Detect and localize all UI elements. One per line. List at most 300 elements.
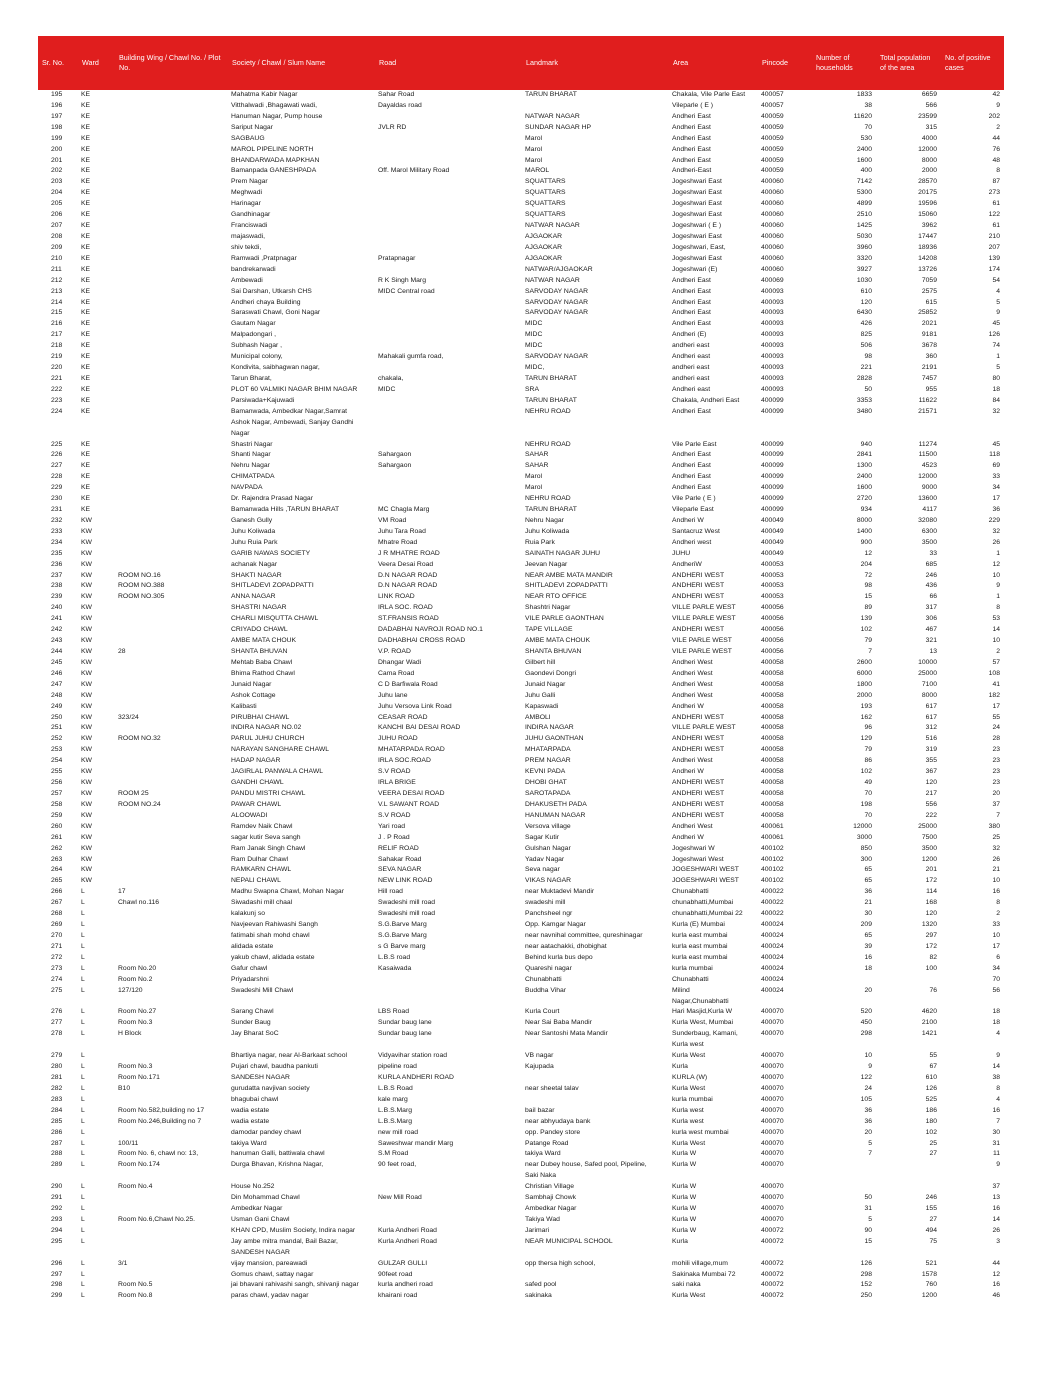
cell-pincode: 400061 [761, 833, 784, 841]
cell-area: Andheri W [672, 702, 704, 710]
cell-positive-cases: 4 [996, 287, 1000, 295]
cell-households: 1600 [856, 156, 872, 164]
cell-building-plot [115, 876, 228, 887]
cell-population: 355 [925, 757, 937, 765]
cell-positive-cases: 13 [992, 1194, 1000, 1202]
table-row [38, 844, 1004, 855]
cell-area: Vileparle ( E ) [672, 101, 714, 109]
cell-positive-cases: 33 [992, 921, 1000, 929]
table-row [38, 1193, 1004, 1204]
cell-ward: KW [81, 844, 92, 852]
cell-road [375, 177, 522, 188]
cell-society-name: HADAP NAGAR [231, 757, 281, 765]
cell-landmark: NEAR AMBE MATA MANDIR [525, 571, 613, 579]
cell-building-plot: Room No. 6, chawl no: 13, [118, 1150, 199, 1158]
cell-building-plot [115, 407, 228, 440]
cell-landmark: bail bazar [525, 1106, 555, 1114]
cell-population: 27 [929, 1150, 937, 1158]
cell-landmark: Jarimari [525, 1226, 550, 1234]
cell-households: 16 [864, 953, 872, 961]
cell-society-name: Kondivita, saibhagwan nagar, [231, 364, 320, 372]
cell-society-name: fatimabi shah mohd chawl [231, 931, 310, 939]
cell-landmark: Sambhaji Chowk [525, 1194, 576, 1202]
cell-area: Andheri East [672, 320, 711, 328]
cell-building-plot: ROOM 25 [118, 790, 149, 797]
cell-households: 90 [864, 1226, 872, 1234]
cell-pincode: 400022 [761, 888, 784, 896]
cell-society-name: PARUL JUHU CHURCH [231, 735, 305, 743]
cell-area: Andheri west [672, 538, 712, 546]
cell-households: 36 [864, 888, 872, 896]
cell-ward: KW [81, 648, 92, 656]
table-row [38, 986, 1004, 1008]
cell-area: Andheri W [672, 516, 704, 524]
cell-building-plot [115, 833, 228, 844]
cell-building-plot [115, 450, 228, 461]
table-row [38, 1018, 1004, 1029]
cell-society-name: PANDU MISTRI CHAWL [231, 790, 306, 797]
cell-ward: KE [81, 287, 91, 295]
cell-road: V.P. ROAD [378, 648, 411, 656]
cell-ward: KE [81, 101, 91, 109]
cell-road: kurla andheri road [378, 1281, 433, 1289]
cell-building-plot [115, 549, 228, 560]
cell-population: 617 [925, 713, 937, 721]
cell-households: 1800 [856, 680, 872, 688]
cell-ward: L [81, 1106, 85, 1114]
cell-households: 4899 [856, 200, 872, 208]
cell-area: Kurla [672, 1063, 688, 1071]
cell-population: 2021 [921, 320, 937, 328]
table-row [38, 319, 1004, 330]
cell-positive-cases: 32 [992, 407, 1000, 415]
cell-sr-no: 295 [51, 1237, 63, 1245]
cell-pincode: 400024 [761, 964, 784, 972]
cell-area: Kurla W [672, 1150, 697, 1158]
cell-area: Vileparle East [672, 506, 714, 514]
cell-building-plot [115, 112, 228, 123]
cell-ward: L [81, 1205, 85, 1213]
cell-pincode: 400093 [761, 287, 784, 295]
cell-landmark: SHANTA BHUVAN [525, 648, 582, 656]
cell-population: 11274 [918, 440, 937, 448]
cell-society-name: Harinagar [231, 200, 261, 208]
cell-road [375, 134, 522, 145]
cell-road: Sundar baug lane [378, 1030, 432, 1038]
cell-building-plot [115, 1095, 228, 1106]
table-row [38, 101, 1004, 112]
cell-ward: KE [81, 495, 91, 503]
cell-building-plot [115, 920, 228, 931]
cell-sr-no: 282 [51, 1084, 63, 1092]
table-body [38, 90, 1004, 1302]
cell-building-plot [115, 527, 228, 538]
cell-ward: KE [81, 484, 91, 492]
table-row [38, 527, 1004, 538]
cell-landmark: Kajupada [525, 1063, 554, 1071]
table-row [38, 123, 1004, 134]
cell-building-plot [115, 287, 228, 298]
cell-ward: KW [81, 713, 92, 721]
cell-pincode: 400072 [761, 1259, 784, 1267]
cell-road: Kurla Andheri Road [378, 1226, 437, 1234]
table-row [38, 308, 1004, 319]
table-row [38, 756, 1004, 767]
table-row [38, 472, 1004, 483]
cell-sr-no: 198 [51, 123, 63, 131]
cell-households: 105 [860, 1095, 872, 1103]
cell-society-name: ALOOWADI [231, 811, 268, 819]
cell-ward: L [81, 1194, 85, 1202]
cell-building-plot [115, 1193, 228, 1204]
table-row [38, 1062, 1004, 1073]
cell-area: kurla mumbai [672, 964, 713, 972]
cell-ward: KE [81, 189, 91, 197]
cell-ward: KW [81, 593, 92, 601]
cell-building-plot: 28 [118, 648, 126, 656]
cell-pincode: 400059 [761, 123, 784, 131]
cell-landmark: VIKAS NAGAR [525, 877, 572, 885]
cell-households: 21 [864, 899, 872, 907]
cell-sr-no: 250 [51, 713, 63, 721]
cell-sr-no: 276 [51, 1008, 63, 1016]
cell-ward: KE [81, 385, 91, 393]
cell-positive-cases: 229 [988, 516, 1000, 524]
cell-population: 566 [925, 101, 937, 109]
table-row [38, 898, 1004, 909]
cell-landmark: Chunabhatti [525, 975, 562, 983]
cell-sr-no: 279 [51, 1052, 63, 1060]
table-row [38, 865, 1004, 876]
cell-road: MHATARPADA ROAD [378, 746, 445, 754]
cell-ward: KW [81, 724, 92, 732]
table-row [38, 483, 1004, 494]
cell-pincode: 400058 [761, 757, 784, 765]
table-row [38, 494, 1004, 505]
table-row [38, 352, 1004, 363]
cell-households: 2400 [856, 473, 872, 481]
cell-positive-cases: 53 [992, 615, 1000, 623]
cell-ward: KE [81, 145, 91, 153]
cell-road [375, 1215, 522, 1226]
cell-landmark: NATWAR/AJGAOKAR [525, 265, 593, 273]
cell-area: Sakinaka Mumbai 72 [672, 1270, 736, 1278]
cell-landmark: AJGAOKAR [525, 243, 563, 251]
cell-area: Kurla W [672, 1194, 697, 1202]
cell-building-plot [115, 363, 228, 374]
cell-landmark: near sheetal talav [525, 1084, 579, 1092]
cell-households [812, 1182, 876, 1193]
cell-pincode: 400102 [761, 877, 784, 885]
cell-area: Andheri East [672, 298, 711, 306]
cell-positive-cases: 6 [996, 953, 1000, 961]
positive-cases-table-sheet [38, 36, 1004, 1302]
cell-positive-cases: 56 [992, 986, 1000, 994]
table-row [38, 887, 1004, 898]
cell-population: 360 [925, 353, 937, 361]
table-row [38, 254, 1004, 265]
cell-households: 70 [864, 811, 872, 819]
cell-area: Andheri East [672, 134, 711, 142]
table-row [38, 1106, 1004, 1117]
cell-area: Andheri East [672, 451, 711, 459]
cell-positive-cases: 34 [992, 484, 1000, 492]
cell-population: 521 [925, 1259, 937, 1267]
cell-households: 96 [864, 724, 872, 732]
cell-road: 90 feet road, [378, 1161, 417, 1169]
cell-positive-cases: 4 [996, 1095, 1000, 1103]
cell-population: 13 [929, 648, 937, 656]
cell-pincode: 400093 [761, 342, 784, 350]
cell-population: 467 [925, 626, 937, 634]
cell-sr-no: 212 [51, 276, 63, 284]
table-row [38, 614, 1004, 625]
cell-households: 204 [860, 560, 872, 568]
cell-ward: L [81, 1052, 85, 1060]
cell-households: 6430 [856, 309, 872, 317]
cell-positive-cases: 26 [992, 855, 1000, 863]
cell-population: 33 [929, 549, 937, 557]
cell-area: Kurla West [672, 1139, 706, 1147]
cell-sr-no: 232 [51, 516, 63, 524]
cell-building-plot: 3/1 [118, 1259, 128, 1267]
cell-landmark: Near Sai Baba Mandir [525, 1019, 592, 1027]
table-row [38, 1270, 1004, 1281]
cell-positive-cases: 18 [992, 385, 1000, 393]
cell-sr-no: 235 [51, 549, 63, 557]
cell-society-name: Mehtab Baba Chawl [231, 658, 293, 666]
cell-positive-cases: 17 [992, 495, 1000, 503]
cell-building-plot [115, 680, 228, 691]
cell-positive-cases: 80 [992, 374, 1000, 382]
cell-road [375, 210, 522, 221]
cell-pincode: 400093 [761, 331, 784, 339]
cell-population: 312 [925, 724, 937, 732]
cell-road [375, 308, 522, 319]
cell-area: Andheri East [672, 145, 711, 153]
cell-road: C D Barfiwala Road [378, 680, 438, 688]
cell-road: JVLR RD [378, 123, 407, 131]
cell-ward: KE [81, 178, 91, 186]
header-building-plot: Building Wing / Chawl No. / Plot No. [119, 52, 221, 72]
cell-sr-no: 203 [51, 178, 63, 186]
cell-population: 19596 [918, 200, 937, 208]
cell-building-plot: 100/11 [118, 1139, 139, 1147]
cell-positive-cases: 273 [988, 189, 1000, 197]
cell-sr-no: 270 [51, 931, 63, 939]
cell-society-name: MAROL PIPELINE NORTH [231, 145, 314, 153]
cell-ward: KW [81, 604, 92, 612]
cell-building-plot [115, 221, 228, 232]
cell-positive-cases: 14 [992, 1063, 1000, 1071]
cell-pincode: 400072 [761, 1270, 784, 1278]
cell-sr-no: 219 [51, 353, 63, 361]
cell-area: kurla mumbai [672, 1095, 713, 1103]
cell-ward: KE [81, 451, 91, 459]
cell-landmark: NATWAR NAGAR [525, 222, 580, 230]
cell-society-name: takiya Ward [231, 1139, 267, 1147]
table-row [38, 669, 1004, 680]
cell-population: 4000 [921, 134, 937, 142]
cell-positive-cases: 139 [988, 254, 1000, 262]
cell-society-name: Junaid Nagar [231, 680, 272, 688]
cell-area: Andheri (E) [672, 331, 707, 339]
cell-pincode: 400099 [761, 484, 784, 492]
cell-ward: KE [81, 506, 91, 514]
cell-landmark: SQUATTARS [525, 178, 566, 186]
cell-ward: L [81, 1281, 85, 1289]
cell-households: 298 [860, 1270, 872, 1278]
cell-ward: KW [81, 669, 92, 677]
cell-households: 1425 [856, 222, 872, 230]
cell-positive-cases: 45 [992, 320, 1000, 328]
cell-area: Chunabhatti [672, 888, 709, 896]
table-row [38, 723, 1004, 734]
cell-households: 2400 [856, 145, 872, 153]
cell-road [375, 188, 522, 199]
cell-landmark: takiya Ward [525, 1150, 561, 1158]
cell-road: S.V ROAD [378, 768, 411, 776]
cell-society-name: shiv tekdi, [231, 243, 262, 251]
cell-landmark: TARUN BHARAT [525, 396, 577, 404]
cell-road [375, 975, 522, 986]
cell-sr-no: 249 [51, 702, 63, 710]
cell-households: 850 [860, 844, 872, 852]
cell-households: 7 [868, 648, 872, 656]
cell-building-plot [115, 603, 228, 614]
cell-sr-no: 213 [51, 287, 63, 295]
cell-sr-no: 268 [51, 910, 63, 918]
cell-society-name: Gautam Nagar [231, 320, 276, 328]
header-area: Area [673, 57, 689, 67]
cell-area: Vile Parle ( E ) [672, 495, 716, 503]
cell-pincode: 400058 [761, 680, 784, 688]
cell-pincode: 400059 [761, 134, 784, 142]
cell-road [375, 494, 522, 505]
cell-population: 172 [925, 942, 937, 950]
cell-building-plot [115, 844, 228, 855]
cell-area: Andheri East [672, 287, 711, 295]
cell-population: 4117 [922, 506, 937, 514]
cell-pincode: 400060 [761, 265, 784, 273]
cell-sr-no: 236 [51, 560, 63, 568]
cell-area: Andheri East [672, 112, 711, 120]
cell-society-name: Durga Bhavan, Krishna Nagar, [231, 1161, 324, 1169]
table-row [38, 407, 1004, 440]
cell-area: saki naka [672, 1281, 701, 1289]
cell-sr-no: 271 [51, 942, 63, 950]
cell-area: Santacruz West [672, 527, 720, 535]
cell-positive-cases: 23 [992, 779, 1000, 787]
cell-positive-cases: 24 [992, 724, 1000, 732]
cell-households: 5 [868, 1215, 872, 1223]
cell-area: Kurla West [672, 1084, 706, 1092]
cell-positive-cases: 57 [992, 658, 1000, 666]
cell-landmark: NEHRU ROAD [525, 407, 571, 415]
cell-road: MC Chagla Marg [378, 506, 430, 514]
cell-area: Andheri East [672, 276, 711, 284]
cell-pincode: 400099 [761, 473, 784, 481]
cell-positive-cases: 16 [992, 888, 1000, 896]
cell-sr-no: 283 [51, 1095, 63, 1103]
cell-society-name: Jay Bharat SoC [231, 1030, 279, 1038]
cell-population: 3500 [921, 538, 937, 546]
cell-area: Kurla W [672, 1215, 697, 1223]
cell-ward: KE [81, 112, 91, 120]
cell-positive-cases: 55 [992, 713, 1000, 721]
cell-landmark: Panchsheel ngr [525, 910, 573, 918]
cell-building-plot [115, 341, 228, 352]
cell-positive-cases: 380 [988, 822, 1000, 830]
table-row [38, 341, 1004, 352]
table-row [38, 505, 1004, 516]
header-ward: Ward [82, 57, 99, 67]
cell-landmark: DHAKUSETH PADA [525, 800, 587, 808]
cell-building-plot [115, 199, 228, 210]
cell-ward: KE [81, 342, 91, 350]
cell-road [375, 1204, 522, 1215]
cell-pincode: 400058 [761, 669, 784, 677]
cell-ward: KW [81, 822, 92, 830]
cell-sr-no: 298 [51, 1281, 63, 1289]
cell-ward: KW [81, 658, 92, 666]
cell-area: VILLE PARLE WEST [672, 615, 736, 623]
cell-road: ST.FRANSIS ROAD [378, 615, 439, 623]
cell-positive-cases: 26 [992, 1226, 1000, 1234]
cell-road: Veera Desai Road [378, 560, 434, 568]
cell-pincode: 400053 [761, 560, 784, 568]
cell-households: 1600 [856, 484, 872, 492]
cell-sr-no: 230 [51, 495, 63, 503]
header-landmark: Landmark [526, 57, 558, 67]
cell-landmark: TARUN BHARAT [525, 91, 577, 98]
cell-area: ANDHERI WEST [672, 582, 725, 590]
cell-society-name: GANDHI CHAWL [231, 779, 284, 787]
table-row [38, 188, 1004, 199]
table-row [38, 691, 1004, 702]
cell-pincode: 400024 [761, 986, 784, 994]
cell-road: D.N NAGAR ROAD [378, 582, 438, 590]
cell-ward: L [81, 964, 85, 972]
cell-sr-no: 267 [51, 899, 63, 907]
cell-population: 2100 [921, 1019, 937, 1027]
cell-ward: KW [81, 866, 92, 874]
cell-landmark [522, 1270, 669, 1281]
cell-households: 450 [860, 1019, 872, 1027]
cell-population: 525 [925, 1095, 937, 1103]
cell-positive-cases: 20 [992, 790, 1000, 797]
cell-landmark: MHATARPADA [525, 746, 571, 754]
cell-pincode: 400024 [761, 931, 784, 939]
cell-area: Kurla W [672, 1226, 697, 1234]
cell-area: andheri east [672, 364, 710, 372]
cell-population: 6300 [921, 527, 937, 535]
cell-households: 934 [860, 506, 872, 514]
cell-population: 21571 [918, 407, 937, 415]
cell-ward: KE [81, 462, 91, 470]
cell-pincode: 400102 [761, 866, 784, 874]
cell-building-plot [115, 330, 228, 341]
cell-ward: L [81, 888, 85, 896]
cell-sr-no: 255 [51, 768, 63, 776]
table-row [38, 909, 1004, 920]
cell-positive-cases: 108 [988, 669, 1000, 677]
cell-ward: KW [81, 800, 92, 808]
cell-sr-no: 275 [51, 986, 63, 994]
cell-area: Chakala, Andheri East [672, 396, 740, 404]
cell-ward: KE [81, 440, 91, 448]
cell-households: 102 [860, 768, 872, 776]
